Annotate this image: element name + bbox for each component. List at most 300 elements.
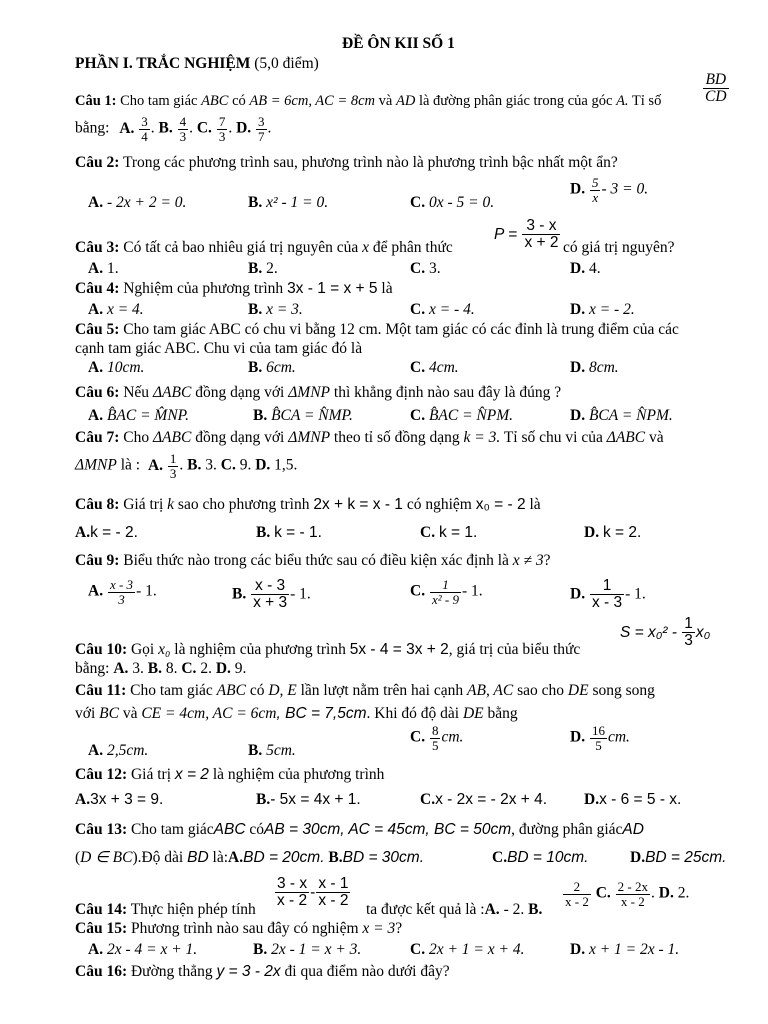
q12-label: Câu 12:	[75, 766, 128, 783]
q7-option-text: 3.	[205, 456, 217, 474]
q12-text: Giá trị	[130, 766, 172, 783]
q13-option-letter: C.	[492, 849, 508, 866]
q12-option-letter: B.	[256, 791, 271, 808]
q10-option-letter: B.	[147, 660, 162, 677]
q2-option-text: - 2x + 2 = 0.	[106, 194, 187, 211]
q8-math: x₀ = - 2	[475, 496, 526, 513]
q14-option-text: - 2.	[503, 901, 525, 918]
q3-stem-end: có giá trị nguyên?	[563, 239, 675, 256]
q13-text: Cho tam giác	[130, 821, 214, 838]
q13-math: AB = 30cm, AC = 45cm, BC = 50cm	[264, 821, 512, 838]
q4-option-letter: C.	[410, 301, 426, 318]
q13-math: BD	[187, 849, 209, 866]
q8-option-d	[584, 525, 641, 541]
q11-math: AB, AC	[467, 682, 514, 699]
q1-option-num: 4	[179, 114, 187, 129]
q4-option-b	[248, 302, 303, 318]
q15-text: ?	[395, 920, 403, 937]
q14-den: x - 2	[318, 892, 349, 910]
q3-stem	[75, 240, 453, 256]
q15-option-d	[570, 942, 679, 958]
q3-text: Có tất cả bao nhiêu giá trị nguyên của	[123, 239, 359, 256]
q15-option-a	[88, 942, 197, 958]
q3-fraction	[494, 218, 561, 252]
q15-option-letter: B.	[253, 941, 268, 958]
q13-text: (	[75, 849, 81, 866]
q5-option-text: 10cm.	[106, 359, 145, 376]
q9-option-den: x² - 9	[431, 591, 459, 607]
q10-equation: 5x - 4 = 3x + 2	[349, 641, 449, 658]
q10-option-text: 8.	[165, 660, 178, 677]
q1-option-num: 3	[141, 114, 148, 129]
q4-option-letter: D.	[570, 301, 586, 318]
q7-text: là :	[120, 456, 141, 474]
q11-option-a	[88, 743, 148, 759]
q6-option-letter: A.	[88, 407, 104, 424]
q9-label: Câu 9:	[75, 552, 120, 569]
q6-option-a	[88, 408, 189, 424]
q6-text: Nếu	[123, 384, 150, 401]
q8-option-letter: B.	[256, 524, 271, 541]
q6-option-text: B̂CA = N̂PM.	[588, 407, 673, 424]
q5-stem	[75, 322, 679, 338]
q9-option-letter: D.	[570, 585, 586, 603]
q9-option-letter: C.	[410, 582, 426, 600]
q7-option-letter: D.	[255, 456, 271, 474]
q14-option-letter: A.	[484, 901, 500, 918]
q1-label: Câu 1:	[75, 93, 117, 109]
q2-option-b	[248, 195, 328, 211]
q4-option-text: x = 3.	[266, 301, 303, 318]
q10-stem	[75, 642, 580, 658]
q8-text: sao cho phương trình	[177, 496, 310, 513]
q11-text: có	[249, 682, 265, 699]
q10-text: bằng:	[75, 660, 110, 677]
q3-option-text: 1.	[106, 260, 119, 277]
q12-option-text: 3x + 3 = 9.	[90, 791, 164, 808]
q15-math: x = 3	[362, 920, 396, 937]
q3-den: x + 2	[524, 234, 559, 252]
part-heading	[75, 56, 319, 72]
q10-options	[75, 661, 246, 677]
q13-option-letter: B.	[328, 849, 343, 866]
q14-option-den: x - 2	[565, 893, 589, 909]
q14-options	[366, 902, 542, 918]
q3-option-letter: A.	[88, 260, 104, 277]
q1-math: AD	[395, 93, 416, 109]
q9-text: ?	[543, 552, 551, 569]
q14-option-num: 2	[563, 880, 591, 895]
q1-text: Cho tam giác	[120, 93, 198, 109]
q7-option-letter: B.	[187, 456, 202, 474]
q13-stem	[75, 822, 644, 838]
q11-option-text: 2,5cm.	[106, 742, 149, 759]
q6-label: Câu 6:	[75, 384, 120, 401]
q8-option-text: k = - 1.	[274, 524, 322, 541]
q2-stem	[75, 155, 618, 171]
q11-math: D, E	[268, 682, 297, 699]
q12-text: là nghiệm của phương trình	[212, 766, 385, 783]
q12-option-text: x - 2x = - 2x + 4.	[435, 791, 548, 808]
q14-num: x - 1	[318, 875, 349, 892]
q1-math: ABC	[201, 93, 229, 109]
q6-option-letter: B.	[253, 407, 268, 424]
q15-label: Câu 15:	[75, 920, 128, 937]
q9-option-a	[88, 578, 157, 606]
q7-math: ΔABC	[606, 429, 646, 446]
q9-option-tail: - 1.	[290, 585, 311, 603]
q6-text: thì khẳng định nào sau đây là đúng ?	[333, 384, 562, 401]
q7-text: và	[648, 429, 664, 446]
q11-text: Cho tam giác	[130, 682, 213, 699]
q13-option-text: BD = 10cm.	[507, 849, 589, 866]
q9-stem	[75, 553, 551, 569]
q14-option-letter: D.	[658, 884, 674, 902]
q2-option-text: x² - 1 = 0.	[266, 194, 329, 211]
q2-option-letter: D.	[570, 180, 586, 198]
q1-ratio	[702, 72, 730, 106]
q14-num: 3 - x	[277, 875, 308, 892]
q14-option-letter: B.	[528, 901, 543, 918]
q8-math: k	[167, 496, 175, 513]
q1-option-letter: A.	[119, 119, 135, 137]
q13-option-c	[492, 850, 588, 866]
q11-stem	[75, 683, 655, 699]
q7-math: ΔMNP	[75, 456, 117, 474]
q6-option-c	[410, 408, 513, 424]
q13-option-letter: A.	[228, 849, 244, 866]
q4-equation: 3x - 1 = x + 5	[287, 280, 378, 297]
q10-option-text: 9.	[234, 660, 247, 677]
q11-text: và	[122, 705, 138, 722]
q16-text: đi qua điểm nào dưới đây?	[284, 963, 450, 980]
q13-line2	[75, 850, 424, 866]
q2-option-c	[410, 195, 494, 211]
q8-option-c	[420, 525, 477, 541]
q13-text: ).Độ dài	[132, 849, 184, 866]
q14-minus: -	[310, 883, 316, 901]
q4-text: Nghiệm của phương trình	[123, 280, 284, 297]
q7-options: ΔMNP là : A. $\frac{1}{3}$ . B. 3. C. 9. D. 1,5.	[75, 451, 298, 481]
q3-option-a	[88, 261, 119, 277]
q2-option-letter: C.	[410, 194, 426, 211]
q13-text: có	[249, 821, 265, 838]
part-label: PHẦN I. TRẮC NGHIỆM	[75, 55, 251, 72]
q9-option-b	[232, 578, 311, 612]
q6-math: ΔABC	[152, 384, 192, 401]
q15-option-letter: D.	[570, 941, 586, 958]
q7-option-text: 1,5.	[274, 456, 298, 474]
q1-text: bằng:	[75, 119, 110, 137]
q9-option-num: x - 3	[251, 578, 289, 595]
q8-text: là	[529, 496, 541, 513]
q13-math: AD	[622, 821, 644, 838]
q3-option-b	[248, 261, 278, 277]
q11-stem-line2	[75, 706, 518, 722]
q11-option-tail: cm.	[441, 728, 464, 746]
q7-option-den: 3	[169, 465, 177, 481]
q4-option-d	[570, 302, 635, 318]
q9-option-num: x - 3	[109, 577, 134, 592]
q5-text: Cho tam giác ABC có chu vi bằng 12 cm. Một tam giác có các đỉnh là trung điểm của các	[123, 321, 679, 338]
q11-text: . Khi đó độ dài	[366, 705, 460, 722]
q15-text: Phương trình nào sau đây có nghiệm	[130, 920, 359, 937]
q10-option-text: 3.	[132, 660, 144, 677]
q6-option-b	[253, 408, 353, 424]
q13-label: Câu 13:	[75, 821, 128, 838]
q5-option-text: 8cm.	[588, 359, 619, 376]
q9-option-tail: - 1.	[461, 582, 483, 600]
q14-stem	[75, 902, 256, 918]
q11-option-letter: C.	[410, 728, 426, 746]
q12-stem	[75, 767, 384, 783]
q3-option-letter: B.	[248, 260, 263, 277]
q2-option-tail: - 3 = 0.	[601, 180, 649, 198]
q12-math: x = 2	[174, 766, 209, 783]
q15-option-text: 2x - 4 = x + 1.	[106, 941, 198, 958]
q5-option-letter: A.	[88, 359, 104, 376]
q11-math: DE	[462, 705, 484, 722]
q10-expression	[620, 616, 710, 650]
q3-option-d	[570, 261, 601, 277]
q12-option-letter: D.	[584, 791, 600, 808]
q1-math: A.	[616, 93, 629, 109]
q1-ratio-num: BD	[703, 72, 729, 89]
q15-option-text: 2x + 1 = x + 4.	[428, 941, 525, 958]
q6-option-d	[570, 408, 673, 424]
q8-option-b	[256, 525, 322, 541]
q1-option-num: 7	[218, 114, 226, 129]
q3-math: x	[362, 239, 370, 256]
q6-text: đồng dạng với	[195, 384, 285, 401]
q11-label: Câu 11:	[75, 682, 127, 699]
q5-option-text: 4cm.	[428, 359, 459, 376]
q11-option-text: 5cm.	[266, 742, 296, 759]
q1-options: bằng: A. $\frac{3}{4}$ . B. $\frac{4}{3}$ . C. $\frac{7}{3}$ . D. $\frac{3}{7}$ .	[75, 114, 272, 144]
q9-text: Biểu thức nào trong các biểu thức sau có điều kiện xác định là	[123, 552, 509, 569]
q4-stem	[75, 281, 393, 297]
q9-option-num: 1	[590, 578, 624, 595]
q4-option-letter: A.	[88, 301, 104, 318]
q1-option-den: 4	[141, 128, 148, 144]
q3-num: 3 - x	[522, 218, 560, 235]
q10-option-letter: C.	[181, 660, 197, 677]
q11-option-tail: cm.	[607, 728, 630, 746]
q14-den: x - 2	[277, 892, 308, 910]
q8-option-text: k = 2.	[602, 524, 642, 541]
q4-option-a	[88, 302, 144, 318]
q5-option-c	[410, 360, 459, 376]
q11-option-letter: A.	[88, 742, 104, 759]
q10-text: , giá trị của biểu thức	[448, 641, 581, 658]
q15-option-c	[410, 942, 524, 958]
q11-option-c	[410, 724, 463, 752]
q11-math: DE	[567, 682, 589, 699]
q13-option-d	[630, 850, 726, 866]
q5-stem-line2: cạnh tam giác ABC. Chu vi của tam giác đó là	[75, 340, 363, 357]
q12-option-a	[75, 792, 163, 808]
q11-math: , BC = 7,5cm	[276, 705, 367, 722]
q3-text: để phân thức	[372, 239, 453, 256]
q4-option-letter: B.	[248, 301, 263, 318]
q6-option-text: B̂AC = M̂NP.	[106, 407, 190, 424]
q6-option-text: B̂AC = N̂PM.	[428, 407, 514, 424]
q8-option-letter: C.	[420, 524, 436, 541]
q3-p: P =	[494, 225, 518, 243]
q12-option-d	[584, 792, 681, 808]
q11-option-num: 8	[431, 723, 439, 738]
q8-stem	[75, 497, 541, 513]
q8-option-text: k = - 2.	[90, 524, 138, 541]
q10-text: Gọi	[130, 641, 155, 658]
q3-option-text: 4.	[588, 260, 601, 277]
q11-option-num: 16	[591, 723, 605, 738]
q5-option-letter: D.	[570, 359, 586, 376]
q9-option-tail: - 1.	[136, 582, 157, 600]
q10-text: là nghiệm của phương trình	[174, 641, 346, 658]
q10-option-letter: A.	[113, 660, 129, 677]
q14-label: Câu 14:	[75, 901, 128, 918]
q2-text: Trong các phương trình sau, phương trình nào là phương trình bậc nhất một ẩn?	[122, 154, 618, 171]
q1-option-den: 3	[179, 128, 187, 144]
q2-option-letter: B.	[248, 194, 263, 211]
q9-option-c	[410, 578, 483, 606]
q10-snum: 1	[684, 615, 693, 632]
q16-stem	[75, 964, 450, 980]
q14-option-b-frac: $\frac{2}{x - 2}$ C. $\frac{2 - 2x}{x - 2}$ . D. 2.	[565, 879, 690, 909]
q11-option-b	[248, 743, 296, 759]
q1-option-letter: B.	[158, 119, 173, 137]
q3-option-letter: D.	[570, 260, 586, 277]
q15-option-letter: A.	[88, 941, 104, 958]
q15-stem	[75, 921, 402, 937]
q13-option-text: BD = 20cm.	[243, 849, 325, 866]
q2-option-num: 5	[591, 175, 599, 190]
q2-option-den: x	[592, 189, 599, 205]
q5-label: Câu 5:	[75, 321, 120, 338]
q13-option-letter: D.	[630, 849, 646, 866]
q11-math: BC	[99, 705, 119, 722]
q9-option-den: x - 3	[591, 594, 623, 612]
q16-text: Đường thẳng	[130, 963, 213, 980]
q14-text: Thực hiện phép tính	[130, 901, 256, 918]
q5-option-letter: B.	[248, 359, 263, 376]
q12-option-letter: A.	[75, 791, 91, 808]
q7-text: Cho	[123, 429, 150, 446]
q7-option-letter: C.	[220, 456, 236, 474]
q10-math: x₀	[158, 641, 171, 658]
q11-option-den: 5	[431, 737, 439, 753]
q9-math: x ≠ 3	[512, 552, 544, 569]
q6-stem	[75, 385, 561, 401]
q10-option-letter: D.	[215, 660, 231, 677]
q1-text: có	[232, 93, 246, 109]
q13-text: , đường phân giác	[511, 821, 623, 838]
q11-option-d	[570, 724, 630, 752]
q12-option-text: - 5x = 4x + 1.	[270, 791, 361, 808]
q7-math: k = 3.	[463, 429, 501, 446]
q6-option-text: B̂CA = N̂MP.	[271, 407, 353, 424]
q13-text: là:	[212, 849, 229, 866]
q9-option-num: 1	[430, 578, 461, 593]
q8-text: Giá trị	[123, 496, 164, 513]
q9-option-tail: - 1.	[625, 585, 646, 603]
q14-option-den: x - 2	[620, 893, 645, 909]
q13-math: D ∈ BC	[80, 849, 133, 866]
q8-option-a	[75, 525, 138, 541]
q16-equation: y = 3 - 2x	[216, 963, 281, 980]
q5-option-letter: C.	[410, 359, 426, 376]
q11-text: với	[75, 705, 96, 722]
q1-option-letter: C.	[196, 119, 212, 137]
q3-option-letter: C.	[410, 260, 426, 277]
q11-math: CE = 4cm	[141, 705, 206, 722]
q11-math: , AC = 6cm	[205, 705, 277, 722]
q14-expression	[274, 876, 351, 910]
q16-label: Câu 16:	[75, 963, 128, 980]
q3-option-text: 2.	[266, 260, 278, 277]
q11-text: sao cho	[517, 682, 565, 699]
q11-option-letter: B.	[248, 742, 263, 759]
q5-option-b	[248, 360, 296, 376]
q10-stail: x₀	[695, 623, 711, 641]
q4-option-text: x = - 2.	[588, 301, 635, 318]
q5-option-a	[88, 360, 144, 376]
q11-option-letter: D.	[570, 728, 586, 746]
q7-math: ΔMNP	[288, 429, 331, 446]
q1-ratio-den: CD	[705, 88, 727, 106]
q7-text: đồng dạng với	[195, 429, 285, 446]
q7-math: ΔABC	[152, 429, 192, 446]
part-points: (5,0 điểm)	[254, 55, 319, 72]
q7-option-letter: A.	[147, 456, 164, 474]
q1-stem	[75, 94, 661, 109]
q9-option-letter: A.	[88, 582, 104, 600]
q12-option-c	[420, 792, 547, 808]
q8-option-letter: A.	[75, 524, 91, 541]
q1-text: và	[378, 93, 393, 109]
q11-option-den: 5	[595, 737, 602, 753]
q2-option-text: 0x - 5 = 0.	[428, 194, 495, 211]
q12-option-text: x - 6 = 5 - x.	[599, 791, 682, 808]
q7-label: Câu 7:	[75, 429, 120, 446]
q9-option-letter: B.	[232, 585, 247, 603]
q15-option-text: x + 1 = 2x - 1.	[588, 941, 680, 958]
q11-text: song song	[592, 682, 655, 699]
q9-option-den: x + 3	[253, 594, 288, 612]
q7-stem	[75, 430, 664, 446]
q10-s: S = x₀² -	[620, 623, 677, 641]
q2-option-d	[570, 176, 648, 204]
q8-option-letter: D.	[584, 524, 600, 541]
q9-option-den: 3	[118, 591, 125, 607]
q12-option-b	[256, 792, 361, 808]
q7-text: theo tỉ số đồng dạng	[333, 429, 460, 446]
q2-label: Câu 2:	[75, 154, 120, 171]
q1-option-den: 7	[258, 128, 265, 144]
q4-label: Câu 4:	[75, 280, 120, 297]
q11-text: bằng	[487, 705, 518, 722]
q3-option-text: 3.	[428, 260, 441, 277]
q5-option-text: 6cm.	[266, 359, 296, 376]
q15-option-letter: C.	[410, 941, 426, 958]
q7-option-text: 9.	[239, 456, 252, 474]
q3-option-c	[410, 261, 441, 277]
q10-option-text: 2.	[200, 660, 212, 677]
q15-option-b	[253, 942, 361, 958]
q7-text: Tỉ số chu vi của	[503, 429, 603, 446]
q1-option-num: 3	[258, 114, 265, 129]
